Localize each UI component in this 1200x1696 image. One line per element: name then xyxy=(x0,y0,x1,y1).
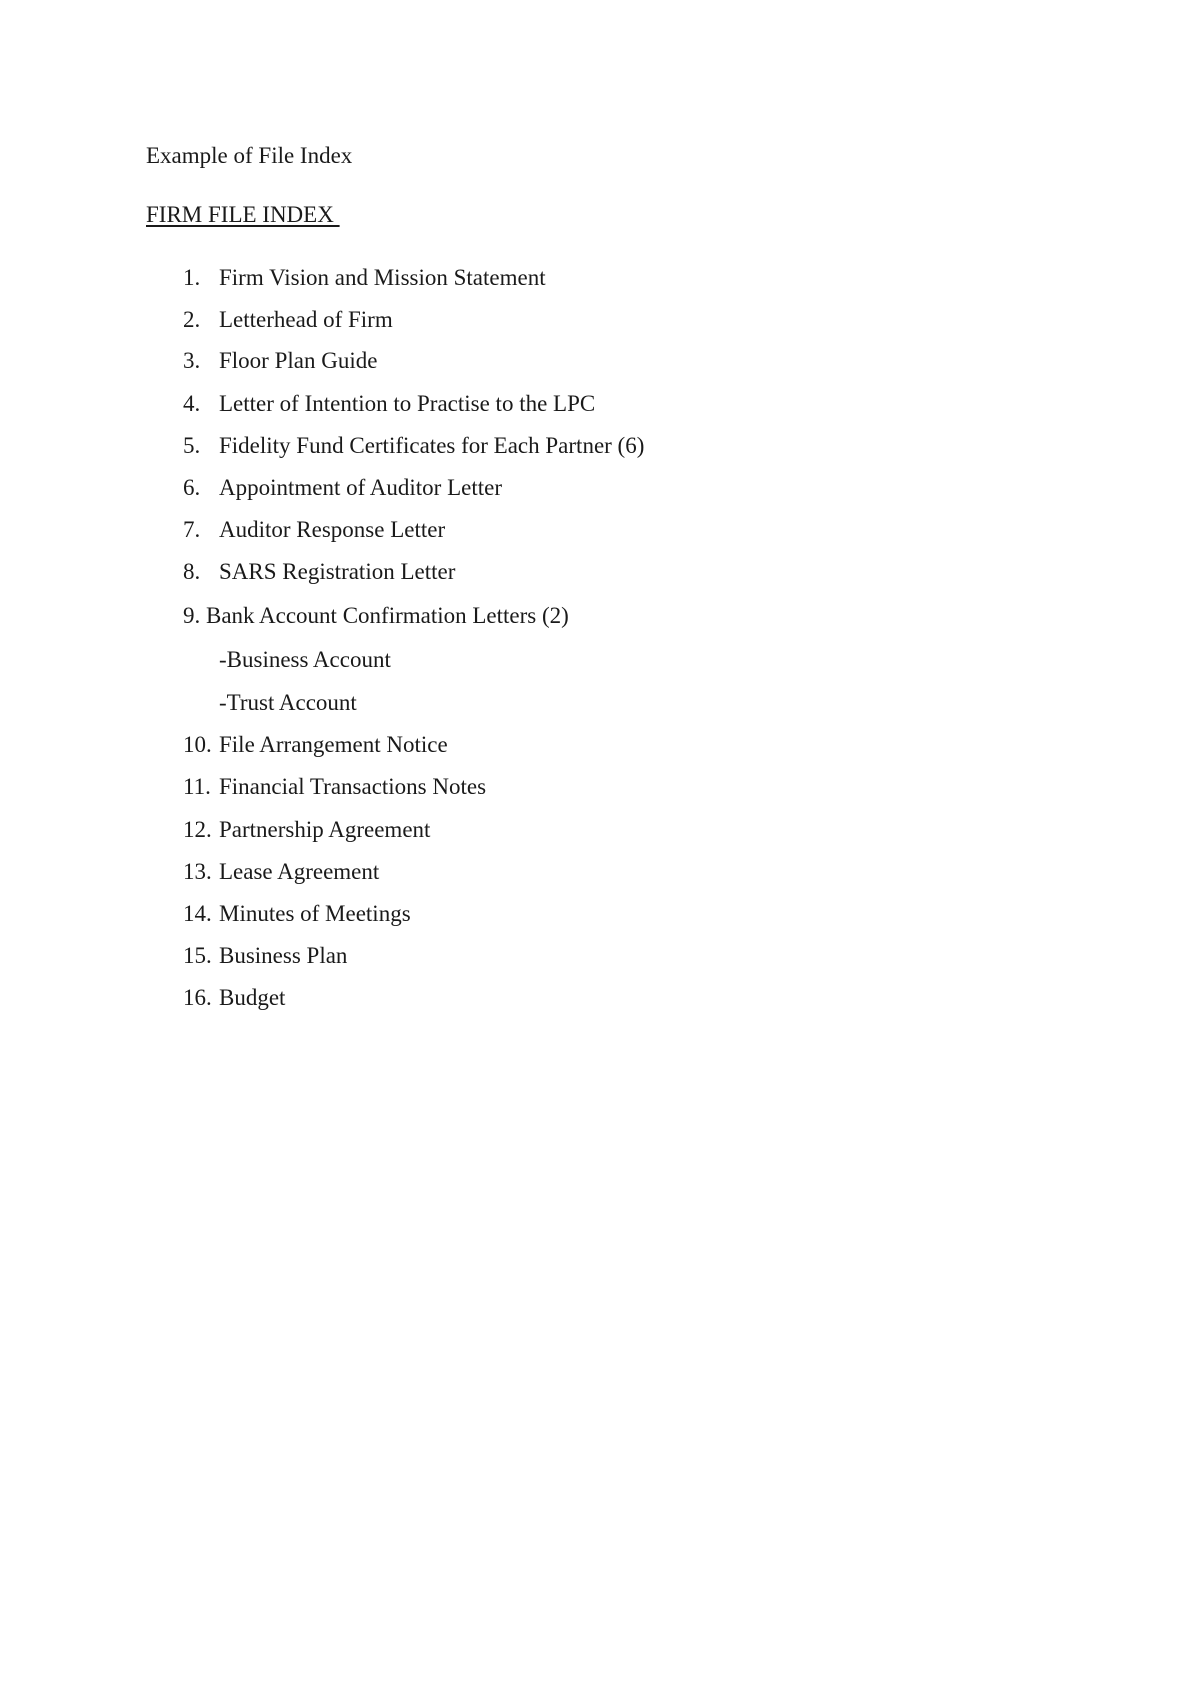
index-item-text: SARS Registration Letter xyxy=(219,559,456,584)
index-item-text: Lease Agreement xyxy=(219,859,380,884)
index-item-text: Business Plan xyxy=(219,943,348,968)
index-item-number: 14. xyxy=(183,901,212,926)
index-item-number: 6. xyxy=(183,475,201,500)
index-item-text: Financial Transactions Notes xyxy=(219,774,487,799)
index-item-number: 10. xyxy=(183,732,212,757)
index-item-number: 8. xyxy=(183,559,201,584)
index-item-number: 7. xyxy=(183,517,201,542)
index-item-text: Letterhead of Firm xyxy=(219,307,393,332)
index-item-number: 12. xyxy=(183,817,212,842)
index-item-text: Bank Account Confirmation Letters (2) xyxy=(206,603,569,628)
index-title: FIRM FILE INDEX xyxy=(146,202,340,227)
index-item-text: Partnership Agreement xyxy=(219,817,431,842)
index-subitem: -Trust Account xyxy=(219,690,357,715)
index-item-text: Letter of Intention to Practise to the LPC xyxy=(219,391,596,416)
index-item-text: File Arrangement Notice xyxy=(219,732,448,757)
index-item-number: 16. xyxy=(183,985,212,1010)
index-item-number: 5. xyxy=(183,433,201,458)
index-item-number: 13. xyxy=(183,859,212,884)
index-item-text: Appointment of Auditor Letter xyxy=(219,475,502,500)
index-subitem: -Business Account xyxy=(219,647,391,672)
index-item-text: Firm Vision and Mission Statement xyxy=(219,265,546,290)
document-heading: Example of File Index xyxy=(146,143,353,168)
index-item-number: 4. xyxy=(183,391,201,416)
index-item-number-inline xyxy=(183,601,569,631)
index-item-number: 1. xyxy=(183,265,201,290)
index-item-text: Floor Plan Guide xyxy=(219,348,378,373)
index-item-number: 15. xyxy=(183,943,212,968)
index-item-number: 9. xyxy=(183,603,201,628)
index-item-number: 11. xyxy=(183,774,211,799)
index-item-text: Minutes of Meetings xyxy=(219,901,411,926)
index-item-number: 3. xyxy=(183,348,201,373)
index-item-text: Fidelity Fund Certificates for Each Partner (6) xyxy=(219,433,645,458)
index-item-text: Auditor Response Letter xyxy=(219,517,446,542)
index-item-number: 2. xyxy=(183,307,201,332)
index-item-text: Budget xyxy=(219,985,286,1010)
